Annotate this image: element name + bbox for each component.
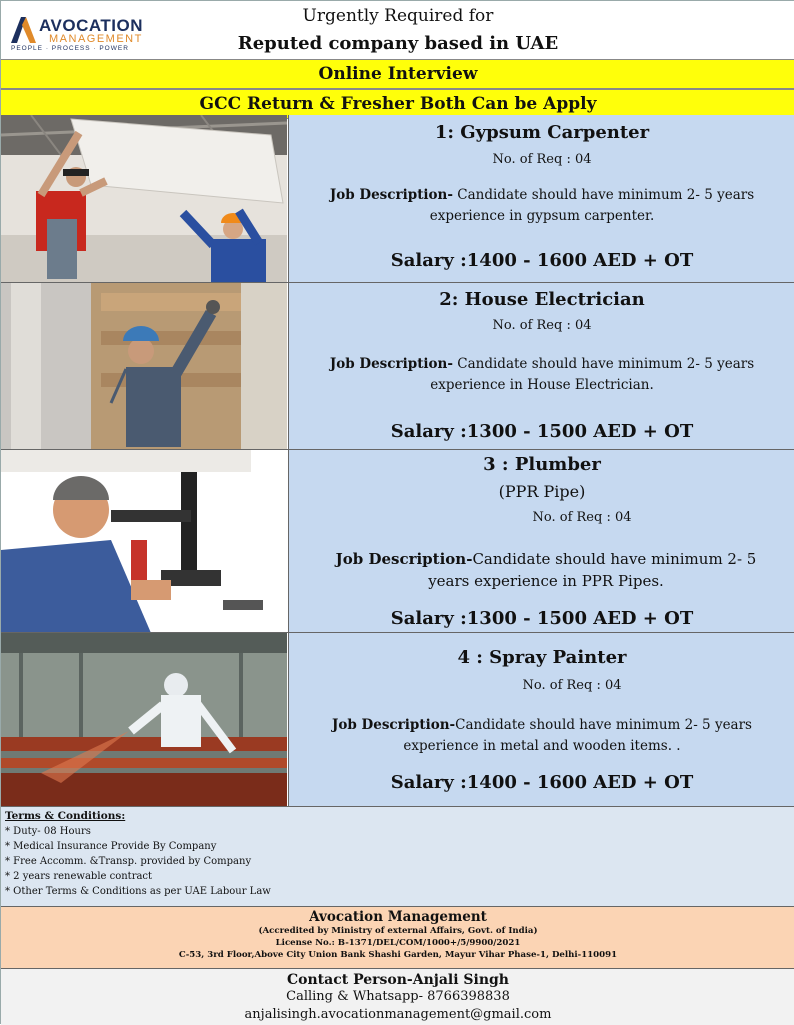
agency-license: License No.: B-1371/DEL/COM/1000+/5/9900/2021 — [275, 938, 521, 948]
job-salary: Salary :1300 - 1500 AED + OT — [390, 608, 694, 629]
terms-item: * Other Terms & Conditions as per UAE Labour Law — [5, 886, 271, 897]
spray-painter-photo — [1, 633, 287, 806]
job-description — [295, 715, 789, 757]
interview-banner: Online Interview — [1, 59, 794, 89]
job-desc-label: Job Description- — [332, 717, 456, 733]
agency-section — [1, 907, 794, 969]
poster-header — [1, 1, 794, 60]
agency-address: C-53, 3rd Floor,Above City Union Bank Shashi Garden, Mayur Vihar Phase-1, Delhi-110091 — [178, 950, 618, 960]
logo-a-icon — [9, 15, 39, 45]
job-desc-text: Candidate should have minimum 2- 5 years experience in metal and wooden items. . — [403, 717, 752, 754]
agency-name: Avocation Management — [309, 909, 487, 925]
logo-tagline: PEOPLE · PROCESS · POWER — [11, 45, 129, 52]
contact-phone[interactable]: Calling & Whatsapp- 8766398838 — [286, 989, 510, 1004]
terms-item: * Duty- 08 Hours — [5, 826, 91, 837]
header-line1: Urgently Required for — [302, 6, 494, 26]
gypsum-installers-photo — [1, 115, 287, 282]
job-salary: Salary :1400 - 1600 AED + OT — [390, 250, 694, 271]
job-salary: Salary :1400 - 1600 AED + OT — [390, 772, 694, 793]
job-card-4 — [1, 633, 794, 807]
avocation-logo — [9, 13, 149, 55]
job-panel-3 — [288, 450, 794, 632]
job-desc-text: Candidate should have minimum 2- 5 years experience in gypsum carpenter. — [429, 187, 755, 224]
contact-email[interactable]: anjalisingh.avocationmanagement@gmail.com — [244, 1007, 552, 1022]
terms-item: * Medical Insurance Provide By Company — [5, 841, 217, 852]
job-panel-4 — [288, 633, 794, 806]
terms-section — [1, 807, 794, 907]
job-title: 3 : Plumber — [483, 454, 601, 475]
job-panel-2 — [288, 283, 794, 449]
logo-sub: MANAGEMENT — [49, 33, 143, 45]
job-panel-1 — [288, 115, 794, 282]
job-title: 2: House Electrician — [439, 289, 645, 310]
job-title: 4 : Spray Painter — [457, 647, 627, 668]
job-desc-text: Candidate should have minimum 2- 5 years experience in House Electrician. — [430, 356, 755, 393]
terms-item: * 2 years renewable contract — [5, 871, 153, 882]
header-line2: Reputed company based in UAE — [237, 33, 559, 54]
eligibility-banner: GCC Return & Fresher Both Can be Apply — [1, 89, 794, 119]
plumber-photo — [1, 450, 287, 632]
job-req: No. of Req : 04 — [522, 678, 622, 693]
job-req: No. of Req : 04 — [492, 318, 592, 333]
job-description — [295, 354, 789, 396]
electrician-photo — [1, 283, 287, 449]
job-title: 1: Gypsum Carpenter — [434, 122, 650, 143]
job-desc-label: Job Description- — [329, 187, 453, 203]
job-card-3 — [1, 450, 794, 633]
terms-heading: Terms & Conditions: — [5, 810, 126, 822]
job-desc-label: Job Description- — [335, 550, 473, 568]
contact-section — [1, 969, 794, 1025]
job-card-1 — [1, 115, 794, 283]
job-card-2 — [1, 283, 794, 450]
terms-item: * Free Accomm. &Transp. provided by Company — [5, 856, 252, 867]
job-description — [317, 548, 775, 592]
job-salary: Salary :1300 - 1500 AED + OT — [390, 421, 694, 442]
job-desc-text: Candidate should have minimum 2- 5 years experience in PPR Pipes. — [428, 550, 757, 590]
job-req: No. of Req : 04 — [492, 152, 592, 167]
job-subtitle: (PPR Pipe) — [498, 482, 586, 501]
contact-person: Contact Person-Anjali Singh — [287, 972, 509, 988]
job-desc-label: Job Description- — [329, 356, 453, 372]
logo-name: AVOCATION — [39, 16, 143, 35]
job-description — [295, 185, 789, 227]
job-req: No. of Req : 04 — [532, 510, 632, 525]
agency-accreditation: (Accredited by Ministry of external Affairs, Govt. of India) — [258, 926, 538, 936]
